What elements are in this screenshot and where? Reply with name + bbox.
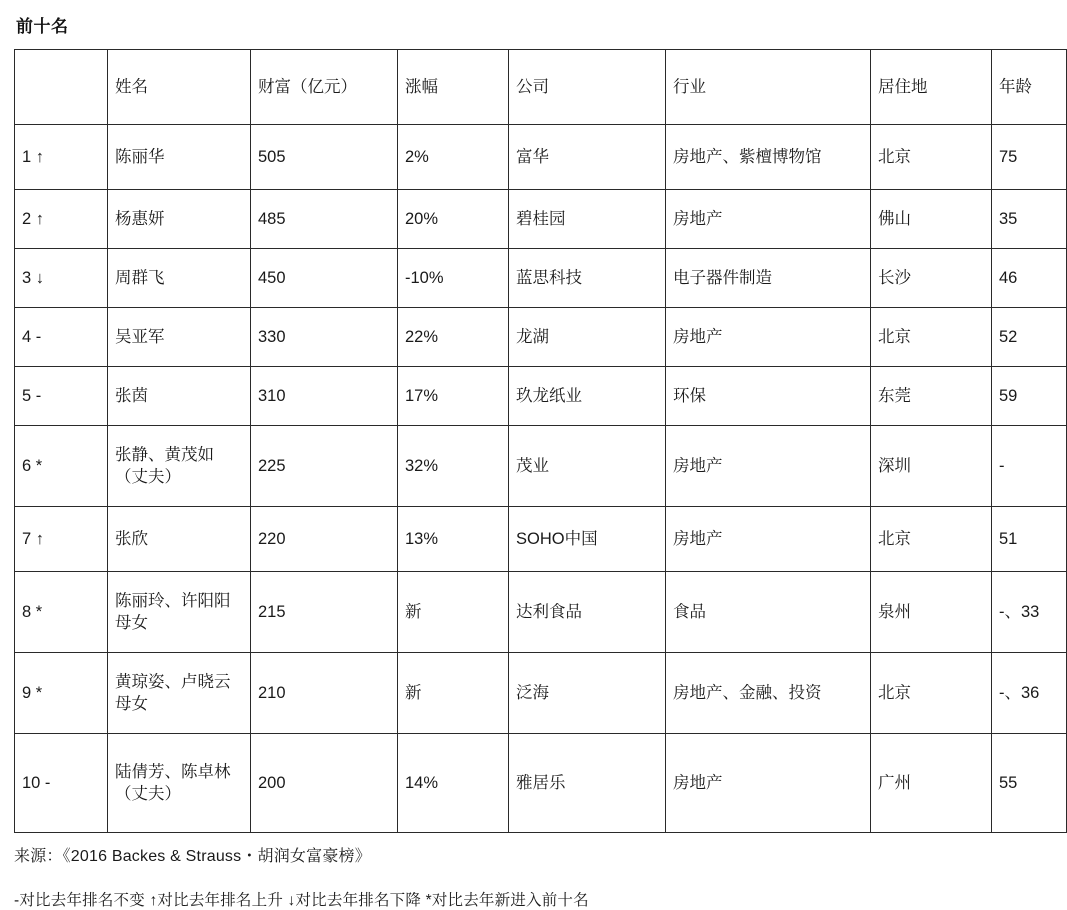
table-row <box>15 367 1067 426</box>
cell-change: -10% <box>398 249 509 308</box>
cell-industry: 房地产 <box>666 426 871 507</box>
cell-change: 32% <box>398 426 509 507</box>
cell-company: 蓝思科技 <box>509 249 666 308</box>
cell-city: 北京 <box>871 308 992 367</box>
cell-company: 碧桂园 <box>509 190 666 249</box>
cell-rank: 7 ↑ <box>15 507 108 572</box>
cell-city: 北京 <box>871 507 992 572</box>
cell-company: 雅居乐 <box>509 734 666 833</box>
cell-change: 20% <box>398 190 509 249</box>
cell-name: 周群飞 <box>108 249 251 308</box>
cell-city: 东莞 <box>871 367 992 426</box>
cell-industry: 房地产 <box>666 308 871 367</box>
cell-wealth: 225 <box>251 426 398 507</box>
table-header-row <box>15 50 1067 125</box>
cell-company: 达利食品 <box>509 572 666 653</box>
cell-rank: 8 * <box>15 572 108 653</box>
cell-company: 龙湖 <box>509 308 666 367</box>
cell-company: 玖龙纸业 <box>509 367 666 426</box>
cell-age: 51 <box>992 507 1067 572</box>
cell-name: 陆倩芳、陈卓林（丈夫） <box>108 734 251 833</box>
cell-change: 22% <box>398 308 509 367</box>
cell-change: 2% <box>398 125 509 190</box>
cell-age: 52 <box>992 308 1067 367</box>
page-title: 前十名 <box>16 17 69 36</box>
cell-industry: 环保 <box>666 367 871 426</box>
cell-city: 北京 <box>871 125 992 190</box>
cell-rank: 10 - <box>15 734 108 833</box>
cell-change: 17% <box>398 367 509 426</box>
cell-industry: 房地产 <box>666 734 871 833</box>
cell-age: -、36 <box>992 653 1067 734</box>
cell-city: 深圳 <box>871 426 992 507</box>
cell-wealth: 330 <box>251 308 398 367</box>
column-header-city: 居住地 <box>871 50 992 125</box>
cell-city: 北京 <box>871 653 992 734</box>
cell-rank: 2 ↑ <box>15 190 108 249</box>
column-header-wealth: 财富（亿元） <box>251 50 398 125</box>
cell-name: 张茵 <box>108 367 251 426</box>
cell-wealth: 220 <box>251 507 398 572</box>
cell-wealth: 485 <box>251 190 398 249</box>
column-header-industry: 行业 <box>666 50 871 125</box>
cell-name: 杨惠妍 <box>108 190 251 249</box>
cell-wealth: 310 <box>251 367 398 426</box>
cell-wealth: 505 <box>251 125 398 190</box>
cell-age: 59 <box>992 367 1067 426</box>
table-row <box>15 308 1067 367</box>
cell-wealth: 215 <box>251 572 398 653</box>
cell-name: 吴亚军 <box>108 308 251 367</box>
table-row <box>15 190 1067 249</box>
cell-change: 新 <box>398 572 509 653</box>
column-header-rank <box>15 50 108 125</box>
cell-age: - <box>992 426 1067 507</box>
cell-rank: 4 - <box>15 308 108 367</box>
cell-wealth: 200 <box>251 734 398 833</box>
table-row <box>15 507 1067 572</box>
cell-wealth: 450 <box>251 249 398 308</box>
cell-change: 新 <box>398 653 509 734</box>
cell-industry: 电子器件制造 <box>666 249 871 308</box>
cell-change: 14% <box>398 734 509 833</box>
cell-name: 陈丽玲、许阳阳母女 <box>108 572 251 653</box>
cell-company: 富华 <box>509 125 666 190</box>
table-body <box>15 125 1067 833</box>
table-row <box>15 249 1067 308</box>
cell-city: 泉州 <box>871 572 992 653</box>
cell-industry: 食品 <box>666 572 871 653</box>
cell-company: 茂业 <box>509 426 666 507</box>
table-row <box>15 653 1067 734</box>
cell-city: 广州 <box>871 734 992 833</box>
cell-age: 46 <box>992 249 1067 308</box>
column-header-company: 公司 <box>509 50 666 125</box>
table-row <box>15 572 1067 653</box>
cell-city: 长沙 <box>871 249 992 308</box>
cell-industry: 房地产 <box>666 190 871 249</box>
column-header-name: 姓名 <box>108 50 251 125</box>
cell-name: 张欣 <box>108 507 251 572</box>
cell-change: 13% <box>398 507 509 572</box>
legend-note: -对比去年排名不变 ↑对比去年排名上升 ↓对比去年排名下降 *对比去年新进入前十名 <box>14 892 589 909</box>
richest-women-table <box>14 49 1067 833</box>
cell-rank: 9 * <box>15 653 108 734</box>
column-header-change: 涨幅 <box>398 50 509 125</box>
cell-rank: 5 - <box>15 367 108 426</box>
table-row <box>15 125 1067 190</box>
source-note: 来源：《2016 Backes & Strauss・胡润女富豪榜》 <box>14 848 371 865</box>
cell-company: 泛海 <box>509 653 666 734</box>
cell-age: 55 <box>992 734 1067 833</box>
cell-rank: 1 ↑ <box>15 125 108 190</box>
cell-industry: 房地产、紫檀博物馆 <box>666 125 871 190</box>
table-row <box>15 734 1067 833</box>
cell-company: SOHO中国 <box>509 507 666 572</box>
cell-wealth: 210 <box>251 653 398 734</box>
cell-industry: 房地产 <box>666 507 871 572</box>
column-header-age: 年龄 <box>992 50 1067 125</box>
cell-industry: 房地产、金融、投资 <box>666 653 871 734</box>
cell-name: 张静、黄茂如（丈夫） <box>108 426 251 507</box>
cell-age: 75 <box>992 125 1067 190</box>
cell-city: 佛山 <box>871 190 992 249</box>
cell-age: 35 <box>992 190 1067 249</box>
cell-rank: 6 * <box>15 426 108 507</box>
cell-name: 黄琼姿、卢晓云母女 <box>108 653 251 734</box>
cell-rank: 3 ↓ <box>15 249 108 308</box>
table-row <box>15 426 1067 507</box>
table-header <box>15 50 1067 125</box>
cell-age: -、33 <box>992 572 1067 653</box>
cell-name: 陈丽华 <box>108 125 251 190</box>
